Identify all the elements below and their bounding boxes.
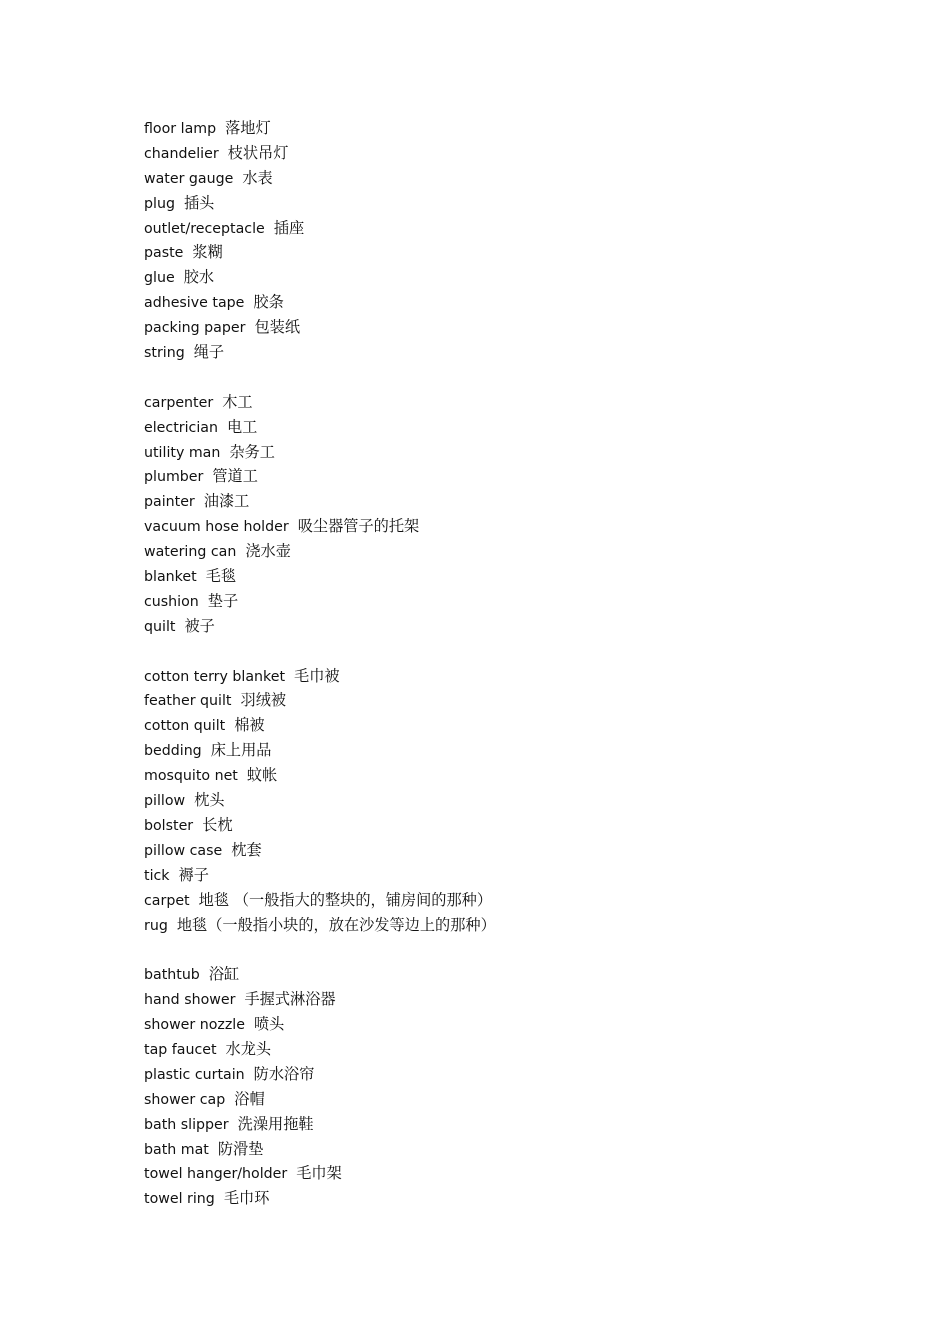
chinese-translation: 喷头: [253, 1015, 285, 1034]
english-term: utility man: [144, 444, 221, 461]
english-term: tick: [144, 867, 170, 884]
english-term: outlet/receptacle: [144, 220, 265, 237]
english-term: electrician: [144, 419, 218, 436]
english-term: vacuum hose holder: [144, 519, 289, 536]
vocabulary-entry: [144, 688, 844, 713]
vocabulary-group: [144, 116, 844, 365]
chinese-translation: 手握式淋浴器: [244, 990, 336, 1009]
chinese-translation: 胶水: [183, 268, 215, 287]
chinese-translation: 胶条: [253, 293, 284, 312]
chinese-translation: 水龙头: [225, 1039, 272, 1058]
chinese-translation: 吸尘器管子的托架: [297, 517, 420, 536]
chinese-translation: 浇水壶: [245, 542, 291, 561]
english-term: blanket: [144, 569, 197, 586]
english-term: packing paper: [144, 320, 246, 337]
chinese-translation: 毛巾被: [294, 666, 340, 685]
vocabulary-entry: [144, 1137, 844, 1162]
english-term: bath mat: [144, 1141, 209, 1158]
vocabulary-entry: [144, 564, 844, 589]
english-term: plumber: [144, 469, 204, 486]
english-term: chandelier: [144, 145, 219, 162]
chinese-translation: 洗澡用拖鞋: [237, 1114, 314, 1133]
chinese-translation: 包装纸: [254, 318, 300, 337]
chinese-translation: 插头: [183, 193, 215, 212]
vocabulary-entry: [144, 788, 844, 813]
vocabulary-entry: [144, 390, 844, 415]
chinese-translation: 浴帽: [234, 1089, 265, 1108]
vocabulary-entry: [144, 589, 844, 614]
chinese-translation: 蚊帐: [246, 766, 278, 785]
vocabulary-entry: [144, 763, 844, 788]
vocabulary-entry: [144, 1012, 844, 1037]
vocabulary-entry: [144, 340, 844, 365]
vocabulary-entry: [144, 514, 844, 539]
vocabulary-entry: [144, 962, 844, 987]
vocabulary-entry: [144, 738, 844, 763]
english-term: pillow: [144, 793, 186, 810]
vocabulary-entry: [144, 614, 844, 639]
chinese-translation: 管道工: [212, 467, 258, 486]
vocabulary-entry: [144, 166, 844, 191]
vocabulary-entry: [144, 1062, 844, 1087]
chinese-translation: 长枕: [202, 815, 233, 834]
english-term: plastic curtain: [144, 1066, 245, 1083]
chinese-translation: 油漆工: [203, 492, 250, 511]
vocabulary-entry: [144, 415, 844, 440]
vocabulary-entry: [144, 440, 844, 465]
chinese-translation: 浆糊: [192, 243, 223, 262]
vocabulary-entry: [144, 216, 844, 241]
english-term: shower nozzle: [144, 1017, 245, 1034]
chinese-translation: 绳子: [193, 343, 225, 362]
chinese-translation: 杂务工: [229, 442, 275, 461]
english-term: painter: [144, 494, 195, 511]
chinese-translation: 水表: [242, 168, 273, 187]
chinese-translation: 垫子: [207, 591, 239, 610]
vocabulary-group: [144, 390, 844, 639]
vocabulary-list: [144, 116, 844, 1236]
english-term: cotton terry blanket: [144, 668, 286, 685]
vocabulary-entry: [144, 1037, 844, 1062]
english-term: quilt: [144, 618, 176, 635]
english-term: bolster: [144, 817, 194, 834]
chinese-translation: 棉被: [234, 716, 265, 735]
vocabulary-entry: [144, 863, 844, 888]
chinese-translation: 被子: [184, 616, 215, 635]
chinese-translation: 防滑垫: [217, 1139, 264, 1158]
english-term: pillow case: [144, 842, 223, 859]
vocabulary-group: [144, 962, 844, 1211]
chinese-translation: 地毯（一般指小块的，放在沙发等边上的那种）: [176, 915, 496, 934]
english-term: feather quilt: [144, 693, 232, 710]
english-term: watering can: [144, 544, 237, 561]
chinese-translation: 防水浴帘: [253, 1064, 315, 1083]
vocabulary-entry: [144, 838, 844, 863]
english-term: bath slipper: [144, 1116, 229, 1133]
english-term: hand shower: [144, 992, 236, 1009]
vocabulary-entry: [144, 888, 844, 913]
english-term: cotton quilt: [144, 718, 226, 735]
vocabulary-entry: [144, 489, 844, 514]
vocabulary-entry: [144, 290, 844, 315]
vocabulary-entry: [144, 539, 844, 564]
english-term: string: [144, 345, 185, 362]
english-term: floor lamp: [144, 121, 217, 137]
english-term: towel ring: [144, 1191, 215, 1208]
chinese-translation: 木工: [222, 392, 253, 411]
chinese-translation: 浴缸: [208, 965, 240, 984]
chinese-translation: 毛巾环: [223, 1189, 270, 1208]
vocabulary-entry: [144, 1161, 844, 1186]
chinese-translation: 枕头: [194, 791, 225, 810]
vocabulary-group: [144, 664, 844, 938]
chinese-translation: 插座: [273, 218, 305, 237]
english-term: paste: [144, 245, 184, 262]
vocabulary-entry: [144, 191, 844, 216]
english-term: adhesive tape: [144, 295, 245, 312]
english-term: carpet: [144, 892, 190, 909]
vocabulary-entry: [144, 240, 844, 265]
english-term: rug: [144, 917, 168, 934]
vocabulary-entry: [144, 265, 844, 290]
chinese-translation: 地毯 （一般指大的整块的，铺房间的那种）: [198, 890, 493, 909]
chinese-translation: 褥子: [178, 865, 209, 884]
english-term: plug: [144, 195, 175, 212]
english-term: shower cap: [144, 1091, 226, 1108]
vocabulary-entry: [144, 713, 844, 738]
vocabulary-entry: [144, 464, 844, 489]
chinese-translation: 毛毯: [205, 567, 237, 586]
english-term: bedding: [144, 743, 202, 760]
english-term: tap faucet: [144, 1041, 217, 1058]
vocabulary-entry: [144, 913, 844, 938]
chinese-translation: 床上用品: [210, 741, 272, 760]
chinese-translation: 毛巾架: [296, 1164, 342, 1183]
vocabulary-entry: [144, 987, 844, 1012]
chinese-translation: 落地灯: [225, 119, 271, 137]
english-term: glue: [144, 270, 175, 287]
vocabulary-entry: [144, 116, 844, 141]
english-term: water gauge: [144, 170, 234, 187]
vocabulary-entry: [144, 141, 844, 166]
vocabulary-entry: [144, 1112, 844, 1137]
vocabulary-entry: [144, 1186, 844, 1211]
english-term: cushion: [144, 593, 199, 610]
chinese-translation: 羽绒被: [240, 691, 287, 710]
english-term: mosquito net: [144, 768, 238, 785]
chinese-translation: 枕套: [231, 840, 262, 859]
english-term: carpenter: [144, 394, 214, 411]
english-term: towel hanger/holder: [144, 1166, 288, 1183]
chinese-translation: 枝状吊灯: [227, 143, 289, 162]
chinese-translation: 电工: [226, 417, 258, 436]
english-term: bathtub: [144, 967, 200, 984]
vocabulary-entry: [144, 813, 844, 838]
vocabulary-entry: [144, 664, 844, 689]
vocabulary-entry: [144, 1087, 844, 1112]
vocabulary-entry: [144, 315, 844, 340]
